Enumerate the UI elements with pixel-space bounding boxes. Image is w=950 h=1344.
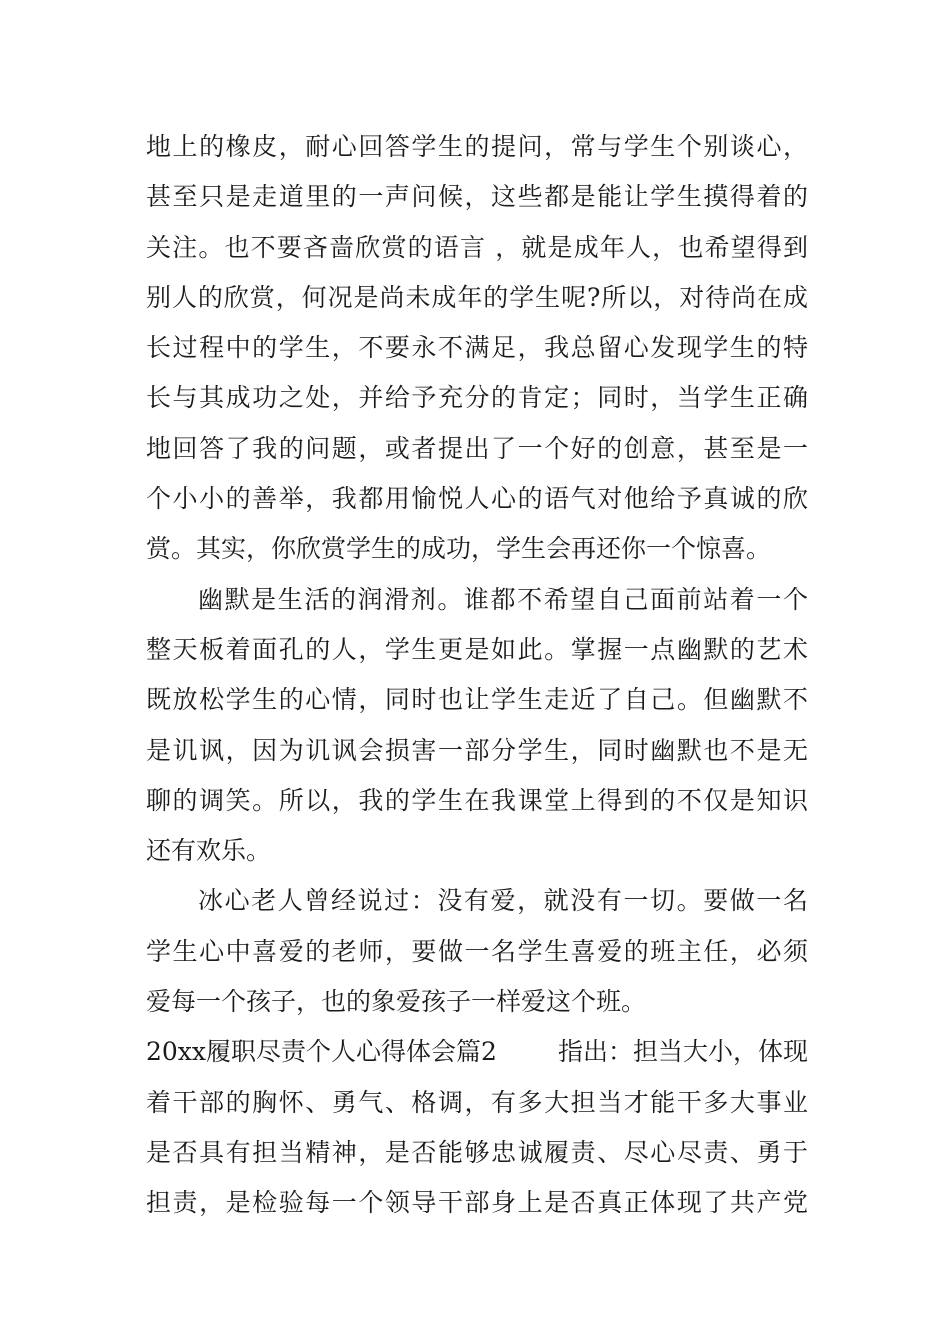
section-title-continuation: 指出：担当大小，体现 [557,1037,808,1067]
text-line: 赏。其实，你欣赏学生的成功，学生会再还你一个惊喜。 [146,534,772,564]
text-line: 别人的欣赏，何况是尚未成年的学生呢?所以，对待尚在成 [146,282,808,312]
text-line: 既放松学生的心情，同时也让学生走近了自己。但幽默不 [146,685,808,715]
text-line: 甚至只是走道里的一声问候，这些都是能让学生摸得着的 [146,182,808,212]
paragraph-start-line: 幽默是生活的润滑剂。谁都不希望自己面前站着一个 [198,584,808,614]
text-line: 长与其成功之处，并给予充分的肯定；同时，当学生正确 [146,383,808,413]
text-line: 个小小的善举，我都用愉悦人心的语气对他给予真诚的欣 [146,484,808,514]
text-line: 担责，是检验每一个领导干部身上是否真正体现了共产党 [146,1188,808,1218]
paragraph-start-line: 冰心老人曾经说过：没有爱，就没有一切。要做一名 [198,886,808,916]
text-line: 学生心中喜爱的老师，要做一名学生喜爱的班主任，必须 [146,936,808,966]
text-line: 是讥讽，因为讥讽会损害一部分学生，同时幽默也不是无 [146,735,808,765]
text-line: 还有欢乐。 [146,836,272,866]
text-line: 长过程中的学生，不要永不满足，我总留心发现学生的特 [146,333,808,363]
text-line: 是否具有担当精神，是否能够忠诚履责、尽心尽责、勇于 [146,1137,808,1167]
text-line: 地回答了我的问题，或者提出了一个好的创意，甚至是一 [146,433,808,463]
body-text [146,122,808,1229]
section-heading-line [146,1027,808,1077]
text-line: 关注。也不要吝啬欣赏的语言 ，就是成年人，也希望得到 [146,232,808,262]
text-line: 聊的调笑。所以，我的学生在我课堂上得到的不仅是知识 [146,785,808,815]
text-line: 整天板着面孔的人，学生更是如此。掌握一点幽默的艺术 [146,634,808,664]
text-line: 爱每一个孩子，也的象爱孩子一样爱这个班。 [146,987,647,1017]
text-line: 着干部的胸怀、勇气、格调，有多大担当才能干多大事业 [146,1087,808,1117]
section-title: 20xx履职尽责个人心得体会篇2 [146,1037,497,1067]
text-line: 地上的橡皮，耐心回答学生的提问，常与学生个别谈心， [146,132,808,161]
